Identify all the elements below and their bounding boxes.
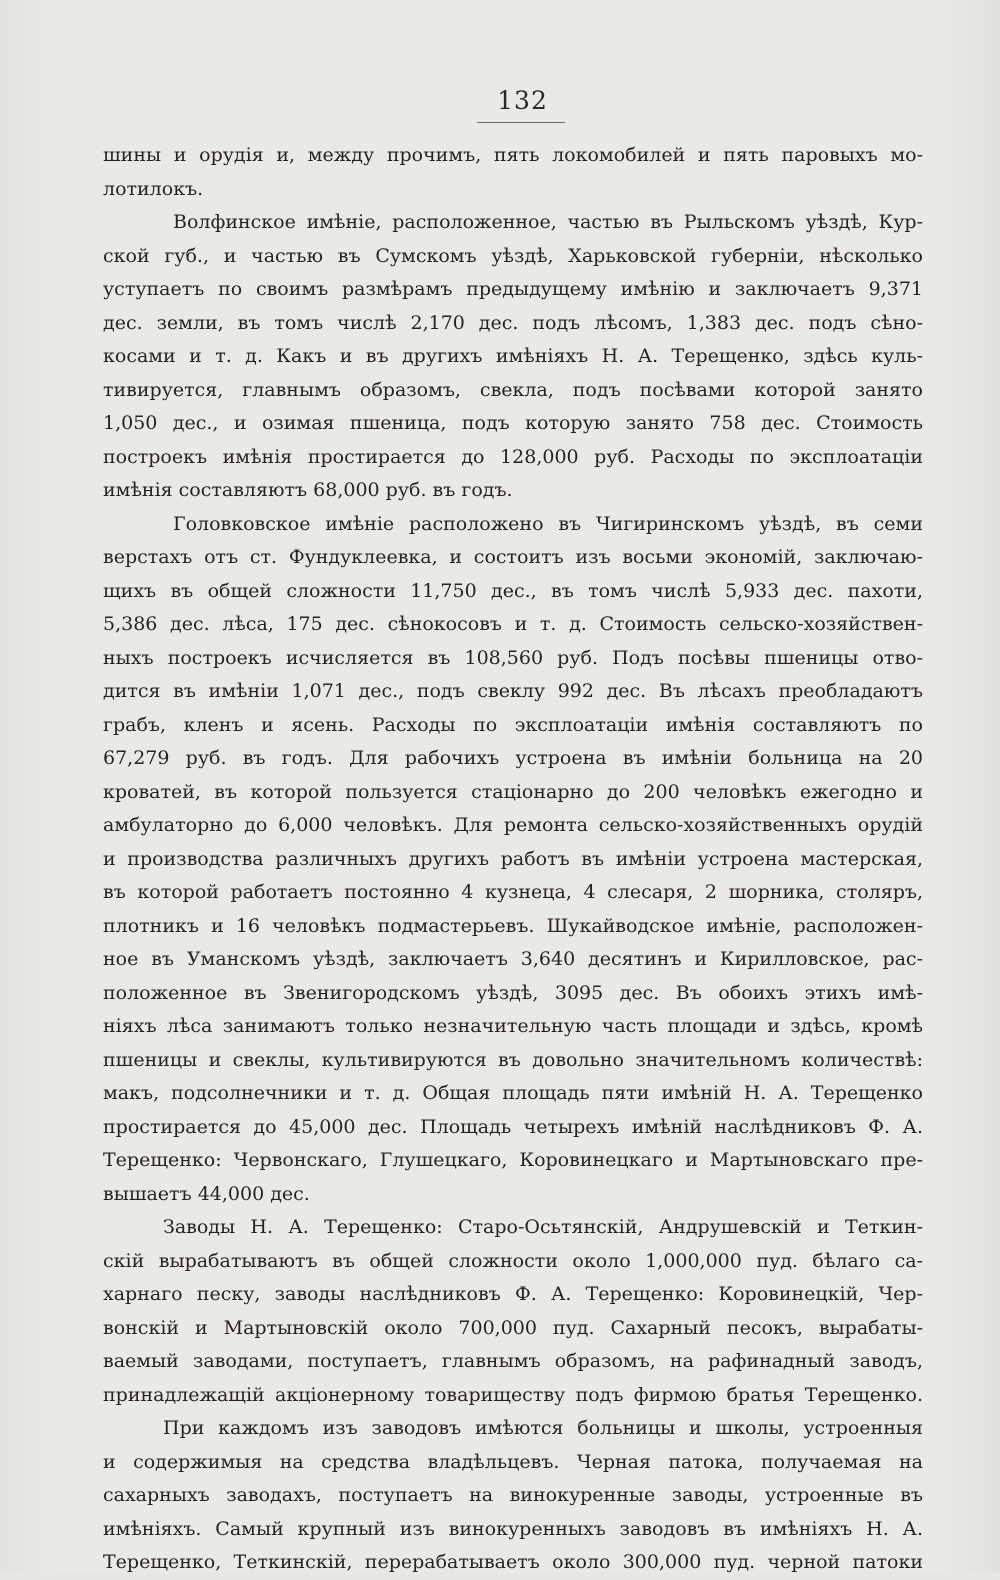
text-line: дес. земли, въ томъ числѣ 2,170 дес. подъ лѣсомъ, 1,383 дес. подъ сѣно- xyxy=(103,311,923,334)
text-line: ваемый заводами, поступаетъ, главнымъ образомъ, на рафинадный заводъ, xyxy=(103,1350,923,1372)
text-line: 1,050 дес., и озимая пшеница, подъ которую занято 758 дес. Стоимость xyxy=(103,412,923,434)
text-line: уступаетъ по своимъ размѣрамъ предыдущему имѣнію и заключаетъ 9,371 xyxy=(103,278,923,300)
paragraph xyxy=(103,139,923,206)
text-line: тивируется, главнымъ образомъ, свекла, подъ посѣвами которой занято xyxy=(103,378,923,401)
text-line: Терещенко: Червонскаго, Глушецкаго, Коровинецкаго и Мартыновскаго пре- xyxy=(103,1149,923,1171)
text-line: Терещенко, Теткинскій, перерабатываетъ около 300,000 пуд. черной патоки xyxy=(103,1551,923,1573)
text-line: въ которой работаетъ постоянно 4 кузнеца, 4 слесаря, 2 шорника, столяръ, xyxy=(103,881,923,903)
text-line: 5,386 дес. лѣса, 175 дес. сѣнокосовъ и т. д. Стоимость сельско-хозяйствен- xyxy=(103,613,923,635)
text-line: и содержимыя на средства владѣльцевъ. Черная патока, получаемая на xyxy=(103,1450,923,1473)
text-line: сахарныхъ заводахъ, поступаетъ на винокуренные заводы, устроенные въ xyxy=(103,1484,923,1506)
text-line: ской губ., и частью въ Сумскомъ уѣздѣ, Харьковской губерніи, нѣсколько xyxy=(103,244,923,267)
paragraph xyxy=(103,508,923,1212)
text-line: амбулаторно до 6,000 человѣкъ. Для ремонта сельско-хозяйственныхъ орудій xyxy=(103,814,923,836)
page-number: 132 xyxy=(497,86,548,115)
text-line: ныхъ построекъ исчисляется въ 108,560 руб. Подъ посѣвы пшеницы отво- xyxy=(103,646,923,669)
text-line: верстахъ отъ ст. Фундуклеевка, и состоитъ изъ восьми экономій, заключаю- xyxy=(103,546,923,568)
text-line: лотилокъ. xyxy=(103,177,204,200)
text-line: кроватей, въ которой пользуется стаціонарно до 200 человѣкъ ежегодно и xyxy=(103,780,923,803)
paragraph xyxy=(103,1211,923,1412)
text-line: щихъ въ общей сложности 11,750 дес., въ томъ числѣ 5,933 дес. пахоти, xyxy=(103,579,923,602)
text-line: Головковское имѣніе расположено въ Чигиринскомъ уѣздѣ, въ семи xyxy=(173,512,923,535)
page-number-rule xyxy=(477,122,565,123)
paragraph xyxy=(103,1412,923,1580)
text-line: простирается до 45,000 дес. Площадь четырехъ имѣній наслѣдниковъ Ф. А. xyxy=(103,1115,923,1138)
text-line: принадлежащій акціонерному товариществу подъ фирмою братья Терещенко. xyxy=(103,1383,923,1406)
text-line: шины и орудія и, между прочимъ, пять локомобилей и пять паровыхъ мо- xyxy=(103,144,923,166)
text-line: Волфинское имѣніе, расположенное, частью въ Рыльскомъ уѣздѣ, Кур- xyxy=(173,211,923,233)
text-line: 67,279 руб. въ годъ. Для рабочихъ устроена въ имѣніи больница на 20 xyxy=(103,747,923,769)
text-line: пшеницы и свеклы, культивируются въ довольно значительномъ количествѣ: xyxy=(103,1048,923,1071)
text-line: ніяхъ лѣса занимаютъ только незначительную часть площади и здѣсь, кромѣ xyxy=(103,1015,923,1037)
text-line: плотникъ и 16 человѣкъ подмастерьевъ. Шукайводское имѣніе, расположен- xyxy=(103,914,923,937)
text-line: и производства различныхъ другихъ работъ въ имѣніи устроена мастерская, xyxy=(103,847,923,870)
text-line: харнаго песку, заводы наслѣдниковъ Ф. А. Терещенко: Коровинецкій, Чер- xyxy=(103,1283,923,1305)
text-line: При каждомъ изъ заводовъ имѣются больницы и школы, устроенныя xyxy=(163,1417,923,1439)
text-line: Заводы Н. А. Терещенко: Старо-Осьтянскій, Андрушевскій и Теткин- xyxy=(163,1216,923,1238)
text-line: ное въ Уманскомъ уѣздѣ, заключаетъ 3,640 десятинъ и Кирилловское, рас- xyxy=(103,948,923,970)
text-line: грабъ, кленъ и ясень. Расходы по эксплоатаціи имѣнія составляютъ по xyxy=(103,713,923,736)
text-line: имѣніяхъ. Самый крупный изъ винокуренныхъ заводовъ въ имѣніяхъ Н. А. xyxy=(103,1517,923,1540)
text-line: вышаетъ 44,000 дес. xyxy=(103,1182,310,1205)
text-line: скій вырабатываютъ въ общей сложности около 1,000,000 пуд. бѣлаго са- xyxy=(103,1249,923,1272)
text-line: дится въ имѣніи 1,071 дес., подъ свеклу 992 дес. Въ лѣсахъ преобладаютъ xyxy=(103,680,923,702)
text-line: вонскій и Мартыновскій около 700,000 пуд. Сахарный песокъ, вырабаты- xyxy=(103,1316,923,1339)
text-line: построекъ имѣнія простирается до 128,000 руб. Расходы по эксплоатаціи xyxy=(103,445,923,468)
text-line: косами и т. д. Какъ и въ другихъ имѣніяхъ Н. А. Терещенко, здѣсь куль- xyxy=(103,345,923,367)
paragraph xyxy=(103,206,923,508)
text-line: макъ, подсолнечники и т. д. Общая площадь пяти имѣній Н. А. Терещенко xyxy=(103,1082,923,1104)
text-line: имѣнія составляютъ 68,000 руб. въ годъ. xyxy=(103,479,513,501)
body-text xyxy=(103,139,923,1580)
text-line: положенное въ Звенигородскомъ уѣздѣ, 3095 дес. Въ обоихъ этихъ имѣ- xyxy=(103,981,923,1004)
